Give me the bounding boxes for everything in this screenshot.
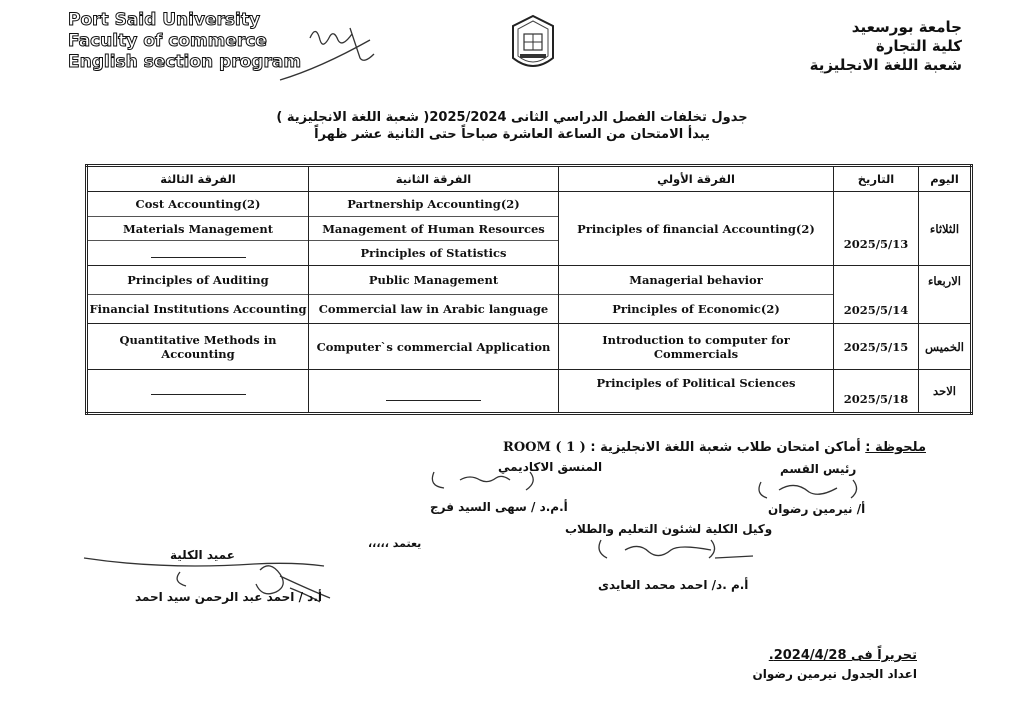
course: Financial Institutions Accounting — [89, 302, 307, 316]
dean-name: أ.د / احمد عبد الرحمن سيد احمد — [135, 590, 322, 604]
coordinator-signature — [430, 466, 540, 494]
cell-date: 2025/5/13 — [834, 192, 919, 266]
cell-year3: Quantitative Methods in Accounting — [87, 324, 309, 370]
table-row — [87, 370, 972, 414]
table-header-row — [87, 166, 972, 192]
cell-year3 — [87, 192, 309, 266]
university-name-ar: جامعة بورسعيد — [851, 18, 962, 36]
course: Commercial law in Arabic language — [318, 302, 549, 316]
coordinator-title: المنسق الاكاديمي — [498, 460, 603, 474]
cell-year2 — [309, 266, 559, 324]
vice-dean-signature — [595, 536, 755, 562]
cell-date: 2025/5/15 — [834, 324, 919, 370]
dean-title: عميد الكلية — [170, 548, 235, 562]
table-row — [87, 324, 972, 370]
note-line — [503, 440, 926, 455]
section-name-ar: شعبة اللغة الانجليزية — [809, 56, 962, 74]
cell-day: الثلاثاء — [919, 192, 972, 266]
note-text: أماكن امتحان طلاب شعبة اللغة الانجليزية : — [590, 440, 861, 455]
arabic-header — [810, 18, 962, 75]
prepared-by: اعداد الجدول نيرمين رضوان — [752, 667, 917, 681]
cell-year1 — [559, 266, 834, 324]
section-name-en: English section program — [68, 52, 302, 72]
cell-year2 — [309, 192, 559, 266]
cell-date: 2025/5/14 — [834, 266, 919, 324]
cell-year3-blank — [87, 370, 309, 414]
course: Public Management — [309, 266, 558, 295]
exam-schedule-table — [85, 164, 973, 415]
head-title: رئيس القسم — [780, 462, 857, 476]
cell-year1: Principles of financial Accounting(2) — [559, 192, 834, 266]
course: Materials Management — [88, 217, 308, 242]
note-label: ملحوظة : — [865, 440, 926, 455]
cell-year3 — [87, 266, 309, 324]
english-header — [68, 10, 301, 73]
vice-dean-name: أ.م .د/ احمد محمد العايدى — [598, 578, 749, 592]
head-name: أ/ نيرمين رضوان — [768, 502, 866, 516]
cell-date: 2025/5/18 — [834, 370, 919, 414]
header-day: اليوم — [919, 166, 972, 192]
header-year1: الفرقة الأولي — [559, 166, 834, 192]
handwritten-signature-top — [270, 20, 390, 90]
course: Principles of Statistics — [360, 246, 507, 261]
exam-time-note: يبدأ الامتحان من الساعة العاشرة صباحاً حتى الثانية عشر ظهراً — [314, 127, 710, 142]
course: Management of Human Resources — [309, 217, 558, 242]
course: Principles of Auditing — [88, 266, 308, 295]
room-label: ROOM ( 1 ) — [503, 440, 586, 455]
course: Managerial behavior — [559, 266, 833, 295]
cell-day: الاربعاء — [919, 266, 972, 324]
faculty-name-ar: كلية التجارة — [875, 37, 962, 55]
written-date: تحريراً فى 2024/4/28. — [768, 648, 917, 663]
cell-day: الاحد — [919, 370, 972, 414]
university-logo-icon — [510, 14, 556, 76]
cell-year2-blank — [309, 370, 559, 414]
head-signature — [755, 476, 865, 502]
cell-year2: Computer`s commercial Application — [309, 324, 559, 370]
approval-label: يعتمد ،،،،، — [368, 537, 422, 550]
header-year2: الفرقة الثانية — [309, 166, 559, 192]
cell-day: الخميس — [919, 324, 972, 370]
coordinator-name: أ.م.د / سهى السيد فرج — [430, 500, 568, 514]
cell-year1: Introduction to computer for Commercials — [559, 324, 834, 370]
cell-year1: Principles of Political Sciences — [559, 370, 834, 414]
course-blank — [88, 241, 308, 265]
university-name-en: Port Said University — [68, 10, 261, 30]
course: Partnership Accounting(2) — [309, 192, 558, 217]
header-date: التاريخ — [834, 166, 919, 192]
faculty-name-en: Faculty of commerce — [68, 31, 267, 51]
table-row — [87, 192, 972, 266]
header-year3: الفرقة الثالثة — [87, 166, 309, 192]
course: Cost Accounting(2) — [88, 192, 308, 217]
course: Principles of Economic(2) — [612, 302, 780, 316]
vice-dean-title: وكيل الكلية لشئون التعليم والطلاب — [565, 522, 773, 536]
table-row — [87, 266, 972, 324]
schedule-title: جدول تخلفات الفصل الدراسي الثانى 2025/2024( شعبة اللغة الانجليزية ) — [276, 110, 748, 125]
